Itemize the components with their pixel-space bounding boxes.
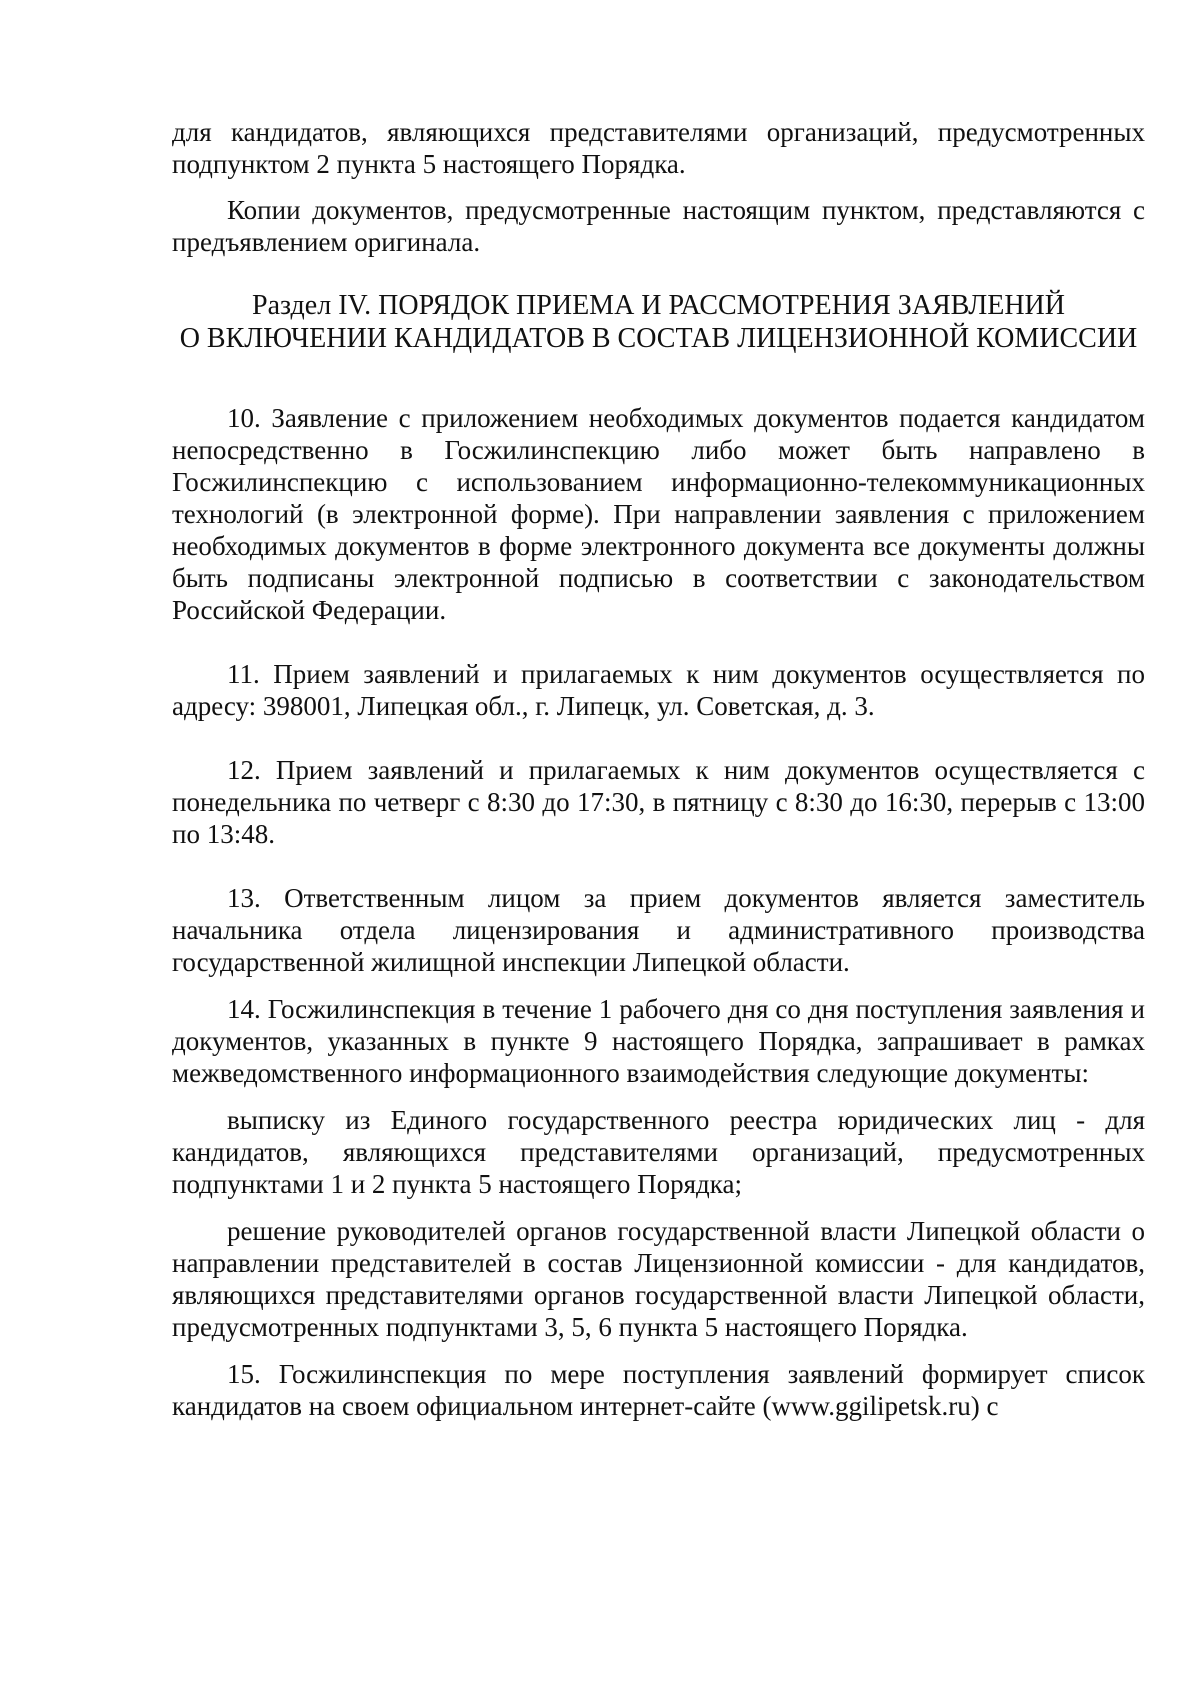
item-11-paragraph: 11. Прием заявлений и прилагаемых к ним документов осуществляется по адресу: 398001, Липецкая обл., г. Липецк, ул. Советская, д. 3.	[172, 659, 1145, 721]
item-14-subparagraph-1: выписку из Единого государственного реестра юридических лиц - для кандидатов, являющихся представителями организаций, предусмотренных подпунктами 1 и 2 пункта 5 настоящего Порядка;	[172, 1105, 1145, 1199]
item-13-paragraph: 13. Ответственным лицом за прием документов является заместитель начальника отдела лицензирования и административного производства государственной жилищной инспекции Липецкой области.	[172, 883, 1145, 977]
section-heading	[172, 289, 1145, 355]
copies-paragraph: Копии документов, предусмотренные настоящим пунктом, представляются с предъявлением оригинала.	[172, 195, 1145, 257]
section-heading-line1: Раздел IV. ПОРЯДОК ПРИЕМА И РАССМОТРЕНИЯ ЗАЯВЛЕНИЙ	[252, 290, 1065, 321]
document-body	[172, 116, 1145, 1422]
item-12-paragraph: 12. Прием заявлений и прилагаемых к ним документов осуществляется с понедельника по четверг с 8:30 до 17:30, в пятницу с 8:30 до 16:30, перерыв с 13:00 по 13:48.	[172, 755, 1145, 849]
item-14-paragraph: 14. Госжилинспекция в течение 1 рабочего дня со дня поступления заявления и документов, указанных в пункте 9 настоящего Порядка, запрашивает в рамках межведомственного информационного взаимодействия следующие документы:	[172, 994, 1145, 1088]
item-14-subparagraph-2: решение руководителей органов государственной власти Липецкой области о направлении представителей в состав Лицензионной комиссии - для кандидатов, являющихся представителями органов государственной власти Липецкой области, предусмотренных подпунктами 3, 5, 6 пункта 5 настоящего Порядка.	[172, 1216, 1145, 1342]
item-15-paragraph: 15. Госжилинспекция по мере поступления заявлений формирует список кандидатов на своем официальном интернет-сайте (www.ggilipetsk.ru) с	[172, 1359, 1145, 1421]
item-10-paragraph: 10. Заявление с приложением необходимых документов подается кандидатом непосредственно в Госжилинспекцию либо может быть направлено в Госжилинспекцию с использованием информационно-телекоммуникационных технологий (в электронной форме). При направлении заявления с приложением необходимых документов в форме электронного документа все документы должны быть подписаны электронной подписью в соответствии с законодательством Российской Федерации.	[172, 403, 1145, 625]
section-heading-line2: О ВКЛЮЧЕНИИ КАНДИДАТОВ В СОСТАВ ЛИЦЕНЗИОННОЙ КОМИССИИ	[179, 323, 1138, 354]
intro-paragraph: для кандидатов, являющихся представителями организаций, предусмотренных подпунктом 2 пункта 5 настоящего Порядка.	[172, 117, 1145, 179]
